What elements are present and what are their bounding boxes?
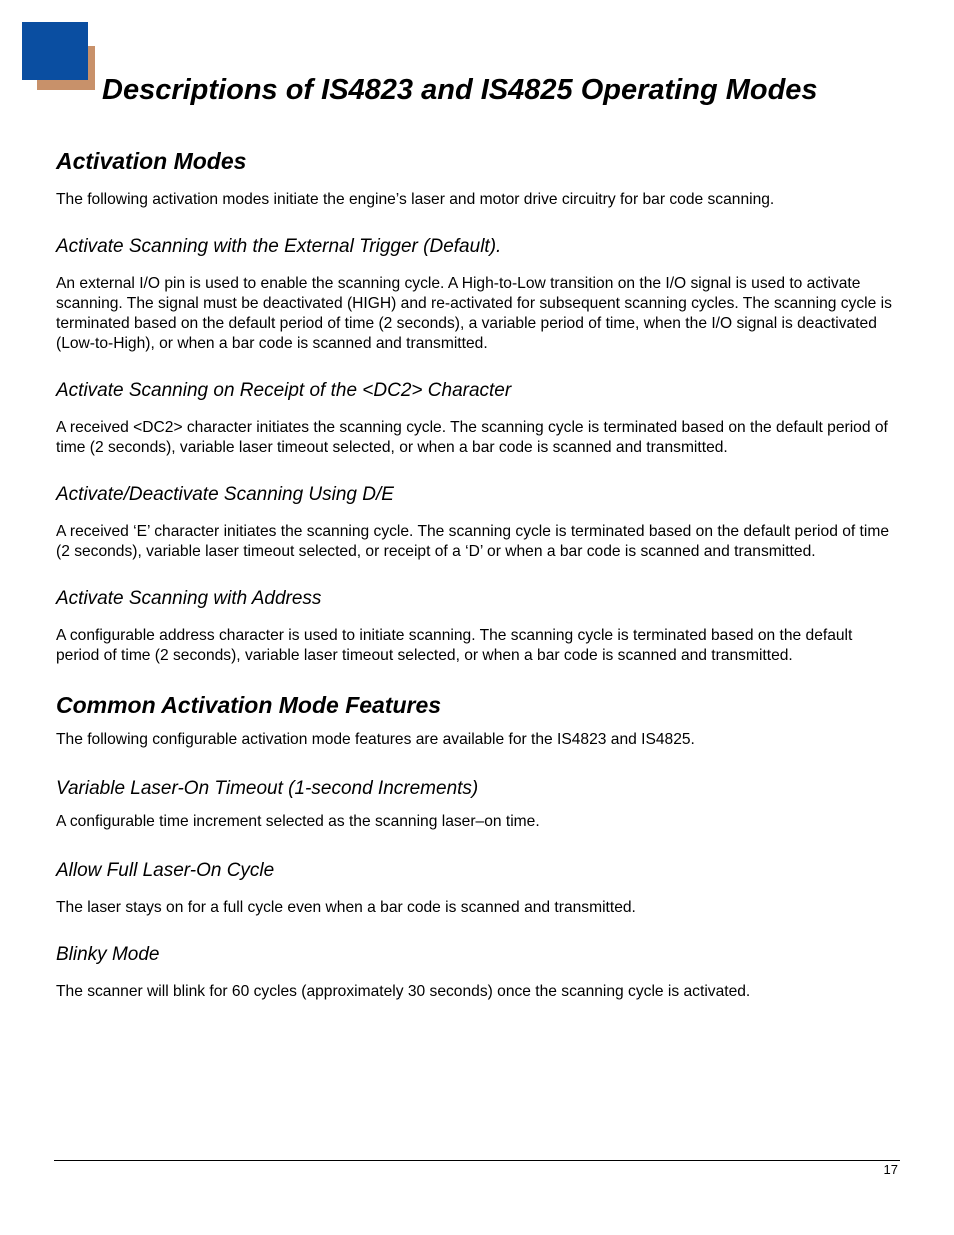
subsection-text-d-e-scanning: A received ‘E’ character initiates the scanning cycle. The scanning cycle is terminated based on the default period of time (2 seconds), variable laser timeout selected, or receipt of a ‘D’ or when a bar code is scanned and transmitted. [56,523,889,560]
subsection-heading-dc2-character: Activate Scanning on Receipt of the <DC2> Character [56,380,512,401]
page-number: 17 [883,1162,898,1177]
subsection-text-variable-timeout: A configurable time increment selected as the scanning laser–on time. [56,813,540,830]
subsection-text-blinky-mode: The scanner will blink for 60 cycles (approximately 30 seconds) once the scanning cycle is activated. [56,983,751,1000]
subsection-heading-address-scanning: Activate Scanning with Address [56,588,322,609]
section-heading-activation-modes: Activation Modes [56,148,247,174]
section-intro-common-features: The following configurable activation mode features are available for the IS4823 and IS4825. [56,731,695,748]
subsection-heading-variable-timeout: Variable Laser-On Timeout (1-second Increments) [56,778,479,799]
section-heading-common-features: Common Activation Mode Features [56,692,442,718]
brand-logo-squares [22,22,96,90]
section-common-features [56,690,896,1002]
page-title: Descriptions of IS4823 and IS4825 Operating Modes [102,74,818,106]
footer-divider [54,1160,900,1161]
subsection-text-external-trigger: An external I/O pin is used to enable the scanning cycle. A High-to-Low transition on the I/O signal is used to activate scanning. The signal must be deactivated (HIGH) and re-activated for subsequent scanning cycles. The scanning cycle is terminated based on the default period of time (2 seconds), a variable period of time, when the I/O signal is deactivated (Low-to-High), or when a bar code is scanned and transmitted. [56,275,892,352]
subsection-heading-d-e-scanning: Activate/Deactivate Scanning Using D/E [56,484,394,505]
section-activation-modes [56,146,896,666]
subsection-heading-external-trigger: Activate Scanning with the External Trigger (Default). [56,236,502,257]
subsection-text-address-scanning: A configurable address character is used to initiate scanning. The scanning cycle is terminated based on the default period of time (2 seconds), variable laser timeout selected, or when a bar code is scanned and transmitted. [56,627,853,664]
document-body [56,146,896,1002]
section-intro-activation-modes: The following activation modes initiate the engine’s laser and motor drive circuitry for bar code scanning. [56,191,775,208]
subsection-text-full-laser-cycle: The laser stays on for a full cycle even when a bar code is scanned and transmitted. [56,899,636,916]
logo-square-blue [22,22,88,80]
subsection-heading-blinky-mode: Blinky Mode [56,944,160,965]
subsection-heading-full-laser-cycle: Allow Full Laser-On Cycle [56,860,275,881]
subsection-text-dc2-character: A received <DC2> character initiates the scanning cycle. The scanning cycle is terminated based on the default period of time (2 seconds), variable laser timeout selected, or when a bar code is scanned and transmitted. [56,419,888,456]
